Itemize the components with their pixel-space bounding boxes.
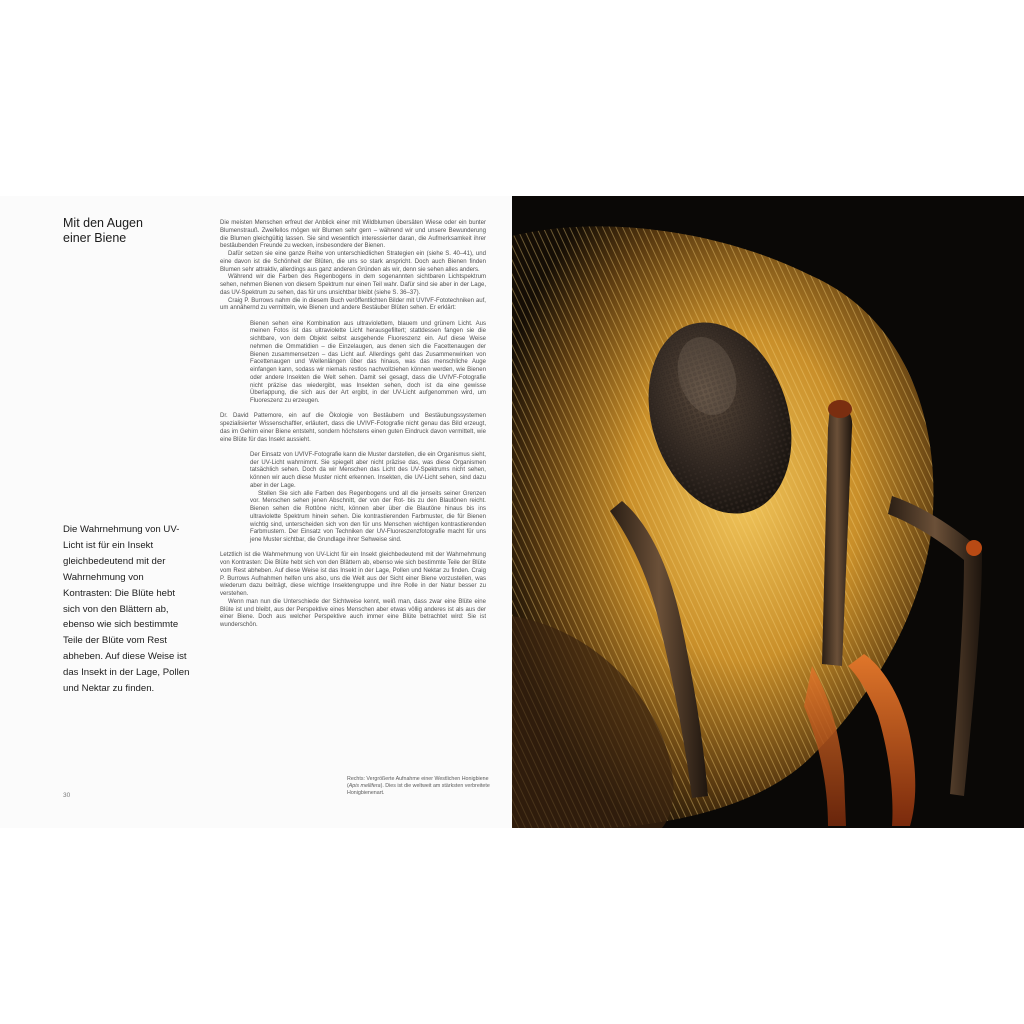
body-text [220, 220, 486, 630]
paragraph-1: Die meisten Menschen erfreut der Anblick einer mit Wildblumen übersäten Wiese oder ein bunter Blumenstrauß. Zweifellos mögen wir Blumen sehr gern – während wir und unsere Bewunderung die Blumen gleichgültig lassen. Sie sind wesentlich interessierter daran, die Aufmerksamkeit ihrer bestäubenden Freunde zu wecken, insbesondere der Bienen. [220, 220, 486, 250]
paragraph-4: Craig P. Burrows nahm die in diesem Buch veröffentlichten Bilder mit UVIVF-Fototechniken auf, um annähernd zu vermitteln, wie Bienen und andere Bestäuber Blüten sehen. Er erklärt: [220, 297, 486, 312]
caption-text-after: ). Dies ist die weltweit am stärksten verbreitete Honigbienenart. [347, 782, 490, 796]
pull-quote: Die Wahrnehmung von UV-Licht ist für ein Insekt gleichbedeutend mit der Wahrnehmung von Kontrasten: Die Blüte hebt sich von den Blättern ab, ebenso wie sich bestimmte Teile der Blüte vom Rest abheben. Auf diese Weise ist das Insekt in der Lage, Pollen und Nektar zu finden. [63, 524, 190, 695]
bee-macro-photo [512, 196, 1024, 828]
page-number: 30 [63, 792, 71, 799]
paragraph-2: Dafür setzen sie eine ganze Reihe von unterschiedlichen Strategien ein (siehe S. 40–41), und eine davon ist die Schönheit der Blüten, die uns so stark anspricht. Doch auch Bienen finden Blumen sehr attraktiv, allerdings aus ganz anderen Gründen als wir, denn sie sehen alles anders. [220, 251, 486, 273]
paragraph-6: Letztlich ist die Wahrnehmung von UV-Licht für ein Insekt gleichbedeutend mit der Wahrnehmung von Kontrasten: Die Blüte hebt sich von den Blättern ab, ebenso wie sich bestimmte Teile der Blüte vom Rest abheben. Auf diese Weise ist das Insekt in der Lage, Pollen und Nektar zu finden. Craig P. Burrows Aufnahmen helfen uns also, uns die Welt aus der Sicht einer Biene vorzustellen, was wiederum dazu beiträgt, diese wichtige Insektengruppe und ihre Rolle in der Natur besser zu verstehen. [220, 552, 486, 597]
paragraph-7: Wenn man nun die Unterschiede der Sichtweise kennt, weiß man, dass zwar eine Blüte eine Blüte ist und bleibt, aus der Perspektive eines Menschen aber etwas völlig anderes ist als aus der einer Biene. Doch aus welcher Perspektive auch immer eine Blüte betrachtet wird: Sie ist wunderschön. [220, 598, 486, 628]
book-spread [0, 196, 1024, 828]
photo-caption [347, 776, 497, 797]
heading-line-1: Mit den Augen [63, 216, 143, 230]
quote-pattemore-text-1: Der Einsatz von UVIVF-Fotografie kann die Muster darstellen, die ein Organismus sieht, der UV-Licht wahrnimmt. Sie spiegelt aber nicht präzise das, was diese Organismen tatsächlich sehen. Doch da wir Menschen das Licht des UV-Spektrums nicht sehen, können wir auch diese Muster nicht erkennen. Insekten, die UV-Licht sehen, sind dazu aber in der Lage. [250, 451, 486, 489]
quote-pattemore-text-2: Stellen Sie sich alle Farben des Regenbogens und all die jenseits seiner Grenzen vor. Menschen sehen jenen Abschnitt, der von der Rot- bis zu den Blautönen reicht. Bienen sehen die Rottöne nicht, können aber über die Blautöne hinaus bis ins ultraviolette Spektrum hinein sehen. Die kontrastierenden Farbmuster, die für Bienen wichtig sind, unterscheiden sich von den für uns Menschen wichtigen kontrastierenden Farbmustern. Der Einsatz von Techniken der UV-Fluoreszenzfotografie macht für uns jene Muster sichtbar, die Grundlage ihrer Sehweise sind. [250, 490, 486, 543]
left-page [0, 196, 512, 828]
quote-burrows-text: Bienen sehen eine Kombination aus ultraviolettem, blauem und grünem Licht. Aus meinen Fotos ist das ultraviolette Licht herausgefiltert; stattdessen fangen sie die sichtbare, von dem Objekt selbst ausgehende Fluoreszenz ein. Auf diese Weise nehmen die Ommatidien – die Einzelaugen, aus denen sich die Facettenaugen der Bienen zusammensetzen – das Licht auf. Allerdings geht das Zusammenwirken von Facettenaugen und Wellenlängen über das hinaus, was das menschliche Auge einfangen kann, sodass wir niemals restlos nachvollziehen können werden, wie Bienen oder andere Insekten die Welt sehen. Damit sei gesagt, dass die UVIVF-Fotografie nicht präzise das wiedergibt, was Insekten sehen, doch ist da eine gewisse Überlappung, die sich aus der Art ergibt, in der UV-Licht aufgenommen wird, um Fluoreszenz zu erzeugen. [250, 320, 486, 404]
paragraph-5: Dr. David Pattemore, ein auf die Ökologie von Bestäubern und Bestäubungssystemen spezialisierter Wissenschaftler, erläutert, dass die UVIVF-Fotografie nicht genau das Bild erzeugt, das im Gehirn einer Biene entsteht, sondern höchstens einen guten Eindruck davon vermittelt, wie eine Blüte für das Insekt aussieht. [220, 413, 486, 443]
right-page [512, 196, 1024, 828]
heading-line-2: einer Biene [63, 231, 127, 245]
caption-text-before: Rechts: Vergrößerte Aufnahme einer Westlichen Honigbiene ( [347, 776, 489, 789]
chapter-heading [63, 216, 193, 246]
quote-pattemore [250, 452, 486, 545]
paragraph-3: Während wir die Farben des Regenbogens in dem sogenannten sichtbaren Lichtspektrum sehen, nehmen Bienen von diesem Spektrum nur einen Teil wahr. Dafür sind sie aber in der Lage, das UV-Spektrum zu sehen, das für uns unsichtbar bleibt (siehe S. 36–37). [220, 274, 486, 296]
quote-burrows [250, 321, 486, 406]
caption-species: Apis mellifera [348, 782, 381, 789]
